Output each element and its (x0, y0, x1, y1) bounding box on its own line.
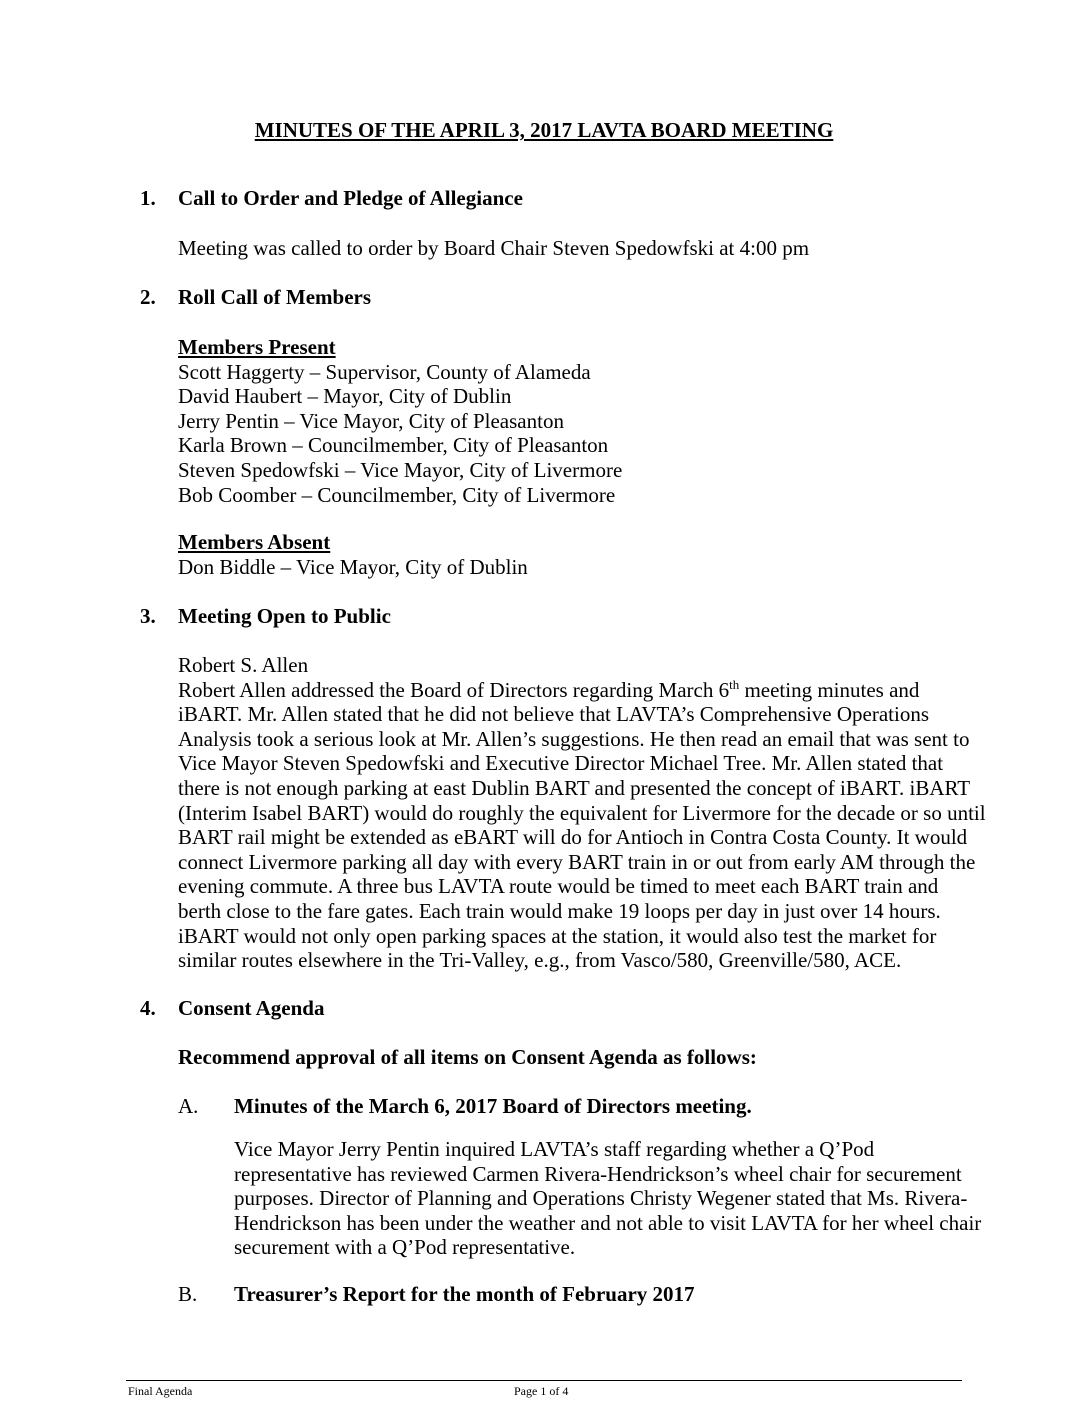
member-line: Steven Spedowfski – Vice Mayor, City of Livermore (178, 457, 623, 482)
item-line: purposes. Director of Planning and Operations Christy Wegener stated that Ms. Rivera- (234, 1186, 968, 1211)
members-absent-heading: Members Absent (178, 530, 331, 554)
comment-line: iBART. Mr. Allen stated that he did not believe that LAVTA’s Comprehensive Operations (178, 702, 929, 727)
comment-line: iBART would not only open parking spaces at the station, it would also test the market for (178, 923, 937, 948)
comment-line: there is not enough parking at east Dublin BART and presented the concept of iBART. iBART (178, 775, 971, 800)
footer-page-number: Page 1 of 4 (514, 1384, 569, 1398)
member-line: Bob Coomber – Councilmember, City of Livermore (178, 482, 616, 507)
section-1-body: Meeting was called to order by Board Chair Steven Spedowfski at 4:00 pm (178, 236, 810, 260)
member-line: Jerry Pentin – Vice Mayor, City of Pleasanton (178, 408, 564, 433)
item-b-heading: Treasurer’s Report for the month of February 2017 (234, 1282, 695, 1306)
item-line: representative has reviewed Carmen Rivera-Hendrickson’s wheel chair for securement (234, 1161, 962, 1186)
comment-line: Analysis took a serious look at Mr. Allen’s suggestions. He then read an email that was sent to (178, 726, 970, 751)
item-b-letter: B. (178, 1282, 198, 1306)
member-line: Karla Brown – Councilmember, City of Pleasanton (178, 433, 609, 458)
comment-line: connect Livermore parking all day with every BART train in or out from early AM through the (178, 849, 976, 874)
member-line: Scott Haggerty – Supervisor, County of Alameda (178, 359, 591, 384)
comment-line: similar routes elsewhere in the Tri-Valley, e.g., from Vasco/580, Greenville/580, ACE. (178, 948, 902, 973)
section-2-heading: Roll Call of Members (178, 285, 372, 309)
section-3-heading: Meeting Open to Public (178, 604, 391, 628)
comment-line: evening commute. A three bus LAVTA route would be timed to meet each BART train and (178, 874, 939, 899)
item-line: Vice Mayor Jerry Pentin inquired LAVTA’s staff regarding whether a Q’Pod (234, 1137, 875, 1161)
comment-line: BART rail might be extended as eBART will do for Antioch in Contra Costa County. It would (178, 825, 968, 850)
consent-intro: Recommend approval of all items on Consent Agenda as follows: (178, 1045, 757, 1069)
page-footer (126, 1380, 962, 1398)
comment-line: Robert Allen addressed the Board of Directors regarding March 6th meeting minutes and (178, 676, 920, 702)
comment-line: berth close to the fare gates. Each train would make 19 loops per day in just over 14 hours. (178, 898, 941, 923)
document-title: MINUTES OF THE APRIL 3, 2017 LAVTA BOARD MEETING (254, 118, 834, 142)
members-present-heading: Members Present (178, 335, 336, 359)
section-1-number: 1. (140, 186, 156, 210)
comment-line: Vice Mayor Steven Spedowfski and Executive Director Michael Tree. Mr. Allen stated that (178, 751, 944, 776)
section-4-number: 4. (140, 996, 156, 1020)
item-line: Hendrickson has been under the weather and not able to visit LAVTA for her wheel chair (234, 1210, 982, 1235)
footer-left: Final Agenda (128, 1384, 193, 1398)
section-2-number: 2. (140, 285, 156, 309)
item-line: securement with a Q’Pod representative. (234, 1235, 576, 1260)
item-a-letter: A. (178, 1094, 199, 1118)
item-a-body (234, 1137, 1014, 1260)
members-present (178, 335, 1008, 507)
item-a-heading: Minutes of the March 6, 2017 Board of Directors meeting. (234, 1094, 752, 1118)
comment-line: (Interim Isabel BART) would do roughly the equivalent for Livermore for the decade or so until (178, 800, 986, 825)
members-absent (178, 530, 1008, 579)
member-line: Don Biddle – Vice Mayor, City of Dublin (178, 554, 528, 579)
speaker-name: Robert S. Allen (178, 653, 309, 677)
member-line: David Haubert – Mayor, City of Dublin (178, 384, 512, 409)
section-1-heading: Call to Order and Pledge of Allegiance (178, 186, 523, 210)
ordinal-suffix: th (729, 676, 740, 692)
public-comment (178, 653, 1008, 973)
section-4-heading: Consent Agenda (178, 996, 325, 1020)
section-3-number: 3. (140, 604, 156, 628)
